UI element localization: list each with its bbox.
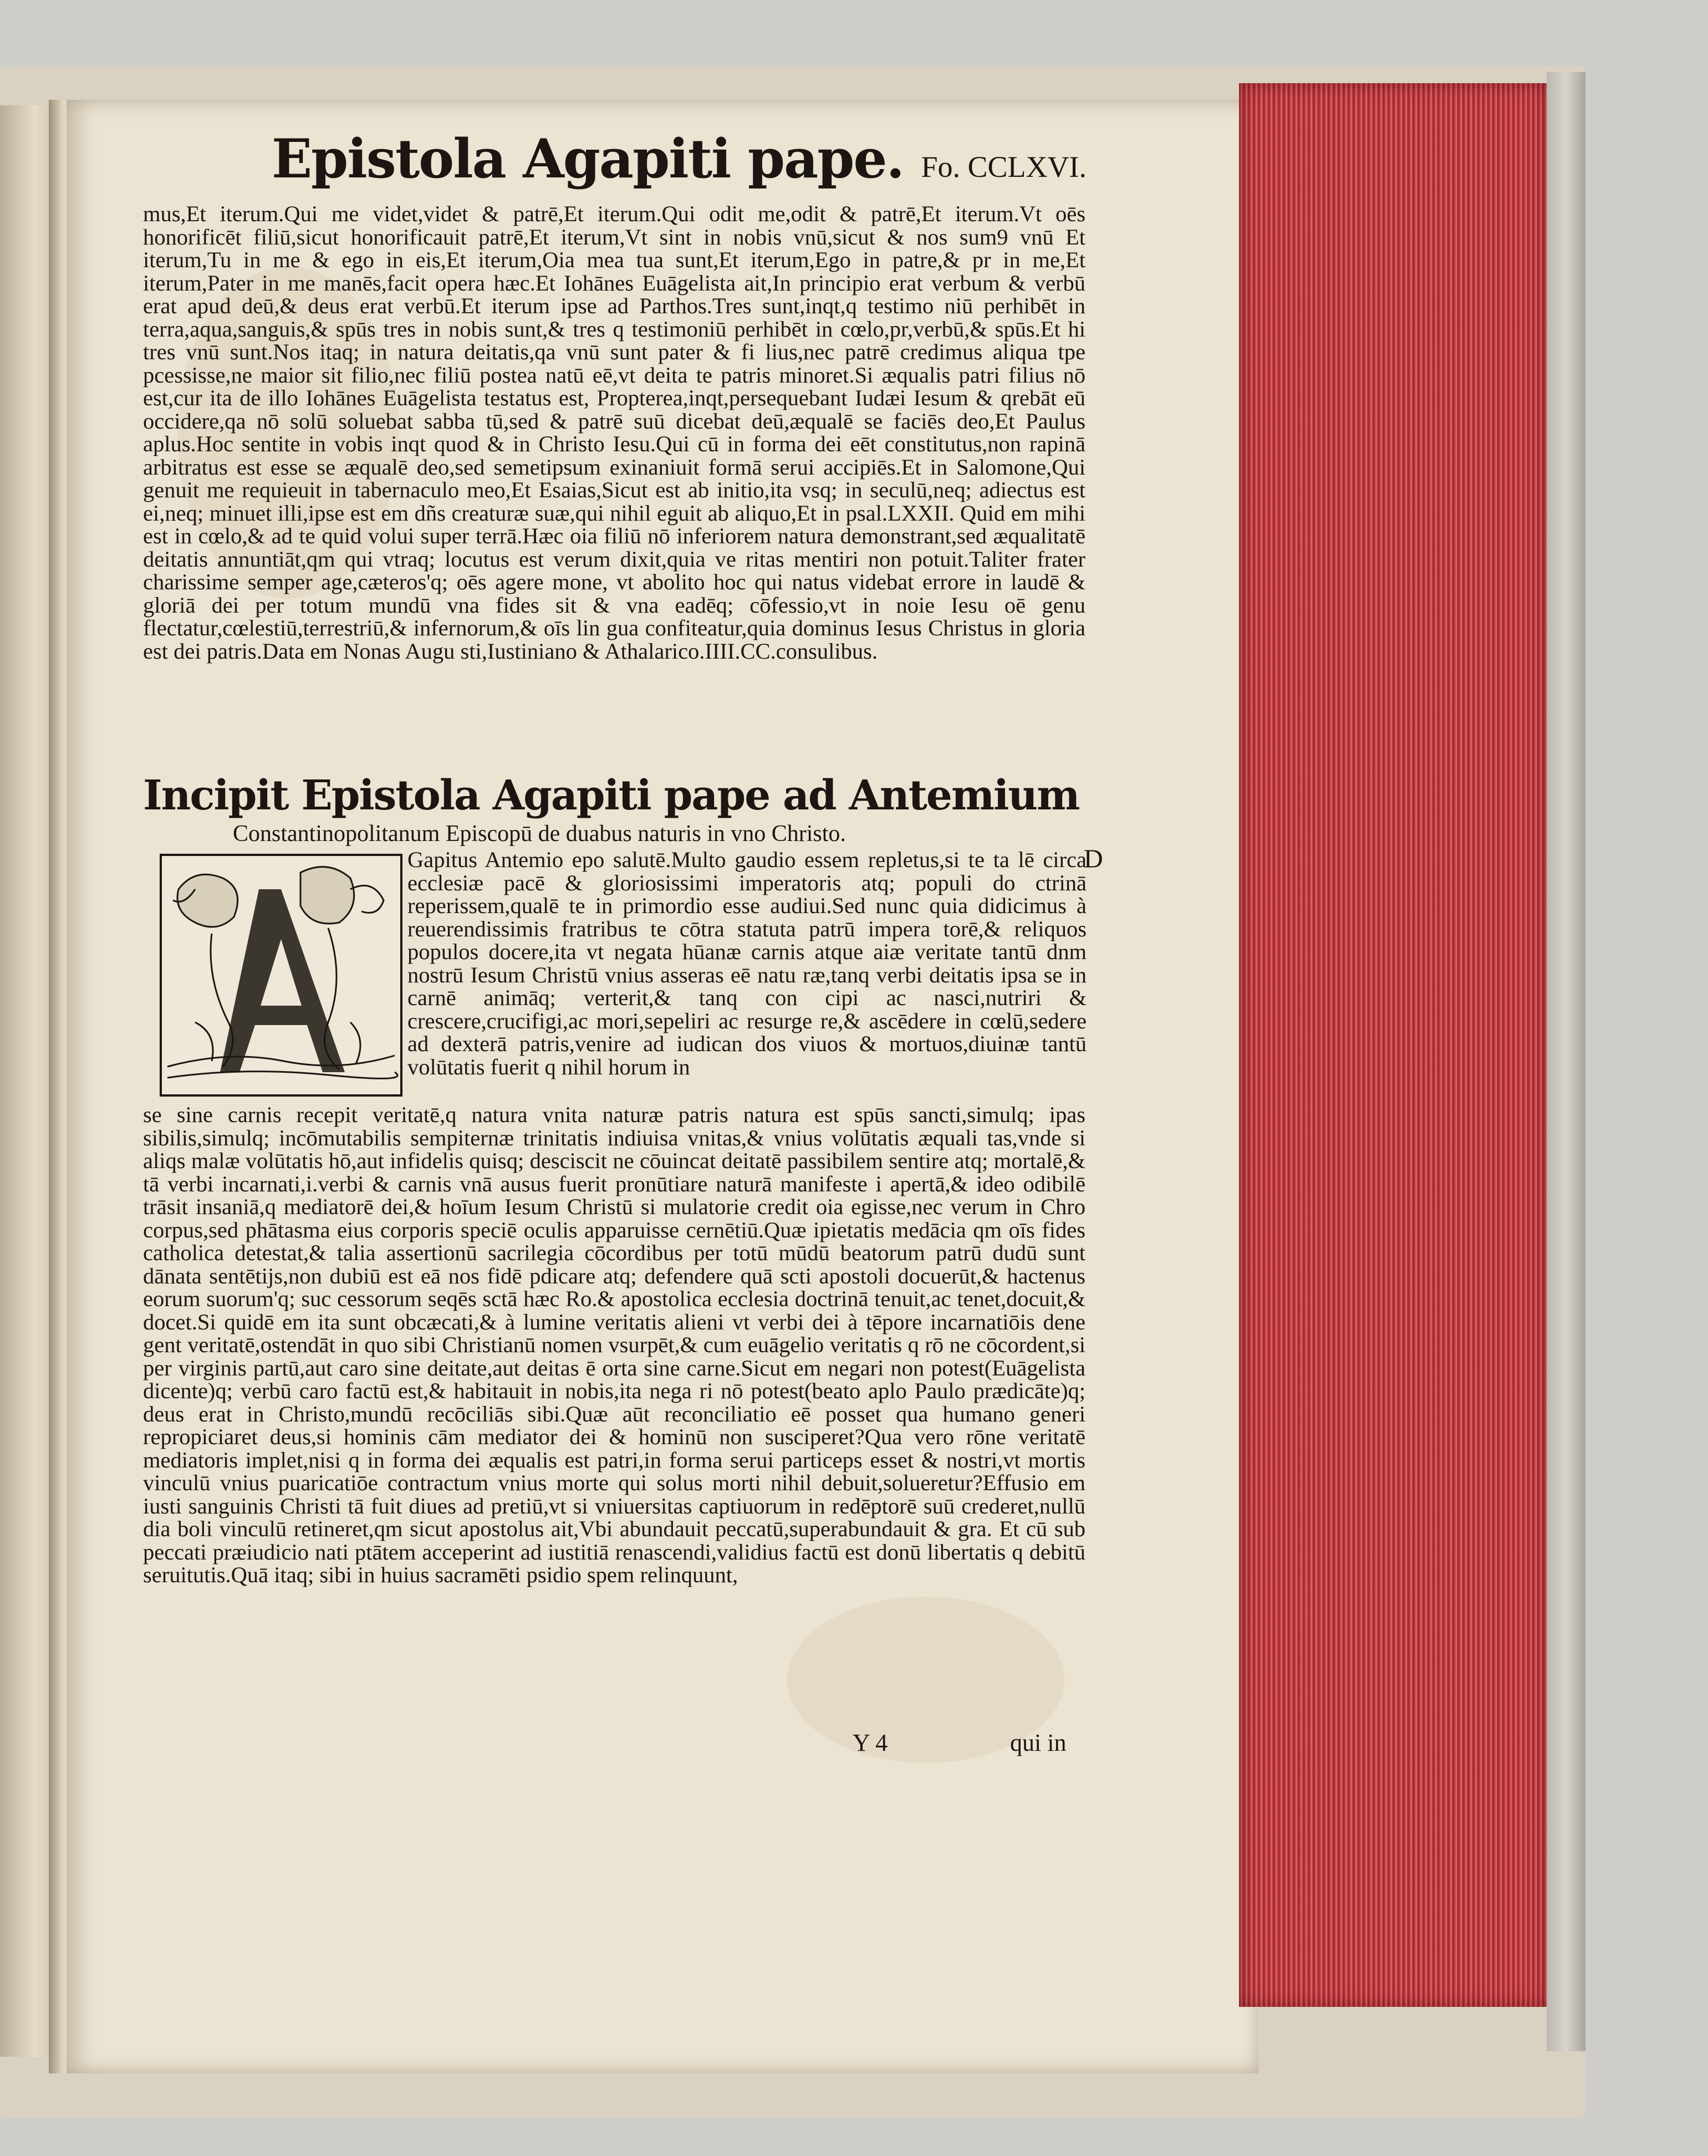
red-page-edges — [1239, 83, 1549, 2007]
catchword: qui in — [1010, 1729, 1067, 1756]
marginal-letter: D — [1084, 844, 1103, 874]
folio-number: Fo. CCLXVI. — [921, 150, 1087, 184]
woodcut-initial — [160, 854, 402, 1097]
running-title: Epistola Agapiti pape. — [272, 128, 904, 190]
paragraph: Gapitus Antemio epo salutē.Multo gaudio essem repletus,si te ta lē circa ecclesiæ pacē & gloriosissimi imperatoris atq; populi do ctrinā reperissem,qualē te in primordio esse audiui.Sed nunc quia didicimus à reuerendissimis fratribus te cōtra statuta patrū impera torē,& reliquos populos docere,ita vt negata hūanæ carnis atque aiæ veritate tantū dnm nostrū Iesum Christū vnius asseras eē natu ræ,tanq verbi deitatis ipsa se in carnē animāq; verterit,& tanq con cipi ac nasci,nutriri & crescere,crucifigi,ac mori,sepeliri ac resurge re,& ascēdere in cœlū,sedere ad dexterā patris,venire ad iudican dos viuos & mortuos,diuinæ tantū volūtatis fuerit q nihil horum in — [407, 847, 1087, 1079]
body-text-block-3 — [143, 1103, 1085, 1757]
left-page-edge — [0, 105, 51, 2057]
section-heading: Incipit Epistola Agapiti pape ad Antemium — [143, 772, 1079, 819]
paragraph: mus,Et iterum.Qui me videt,videt & patrē,Et iterum.Qui odit me,odit & patrē,Et iterum.Vt oēs honorificēt filiū,sicut honorificauit patrē,Et iterum,Vt sint in nobis vnū,sicut & nos sum9 vnū Et iterum,Tu in me & ego in eis,Et iterum,Oia mea tua sunt,Et iterum,Ego in patre,& pr in me,Et iterum,Pater in me manēs,facit opera hæc.Et Iohānes Euāgelista ait,In principio erat verbum & verbū erat apud deū,& deus erat verbū.Et iterum ipse ad Parthos.Tres sunt,inqt,q testimo niū perhibēt in terra,aqua,sanguis,& spūs tres in nobis sunt,& tres q testimoniū perhibēt in cœlo,pr,verbū,& spūs.Et hi tres vnū sunt.Nos itaq; in natura deitatis,qa vnū sunt pater & fi lius,nec patrē credimus aliqua tpe pcessisse,ne maior sit filio,nec filiū postea natū eē,vt deita te patris minoret.Si æqualis patri filius nō est,cur ita de illo Iohānes Euāgelista testatus est, Propterea,inqt,persequebant Iudæi Iesum & qrebāt eū occidere,qa nō solū soluebat sabba tū,sed & patrē suū dicebat deū,æqualē se faciēs deo,Et Paulus aplus.Hoc sentite in vobis inqt quod & in Christo Iesu.Qui cū in forma dei eēt constitutus,non rapinā arbitratus est esse se æqualē deo,sed semetipsum exinaniuit formā serui accipiēs.Et in Salomone,Qui genuit me requieuit in tabernaculo meo,Et Esaias,Sicut est ab initio,ita vsq; in seculū,neq; adiectus est ei,neq; minuet illi,ipse est em dñs creaturæ suæ,qui nihil eguit ab aliquo,Et in psal.LXXII. Quid em mihi est in cœlo,& ad te quid volui super terrā.Hæc oia filiū nō inferiorem natura demonstrant,sed æqualitatē deitatis annuntiāt,qm qui vtraq; locutus est verum dixit,quia ve ritas mentiri non potuit.Taliter frater charissime semper age,cæteros'q; oēs agere mone, vt abolito hoc qui natus videbat errore in laudē & gloriā dei per totum mundū vna fides sit & vna eadēq; cōfessio,vt in noie Iesu oē genu flectatur,cœlestiū,terrestriū,& infernorum,& oīs lin gua confiteatur,quia dominus Iesus Christus in gloria est dei patris.Data em Nonas Augu sti,Iustiniano & Athalarico.IIII.CC.consulibus. — [143, 201, 1085, 664]
paragraph: se sine carnis recepit veritatē,q natura vnita naturæ patris natura est spūs sancti,simulq; ipas sibilis,simulq; incōmutabilis sempiternæ trinitatis indiuisa vnitas,& vnius volūtatis æquali tas,vnde si aliqs malæ volūtatis hō,aut infidelis quisq; desciscit ne cōuincat deitatē passibilem sentire atq; mortalē,& tā verbi incarnati,i.verbi & carnis vnā ausus fuerit pronūtiare naturā manifeste i apertā,& ideo odibilē trāsit insaniā,q mediatorē dei,& hoīum Iesum Christū si mulatorie credit oia egisse,nec verum in Chro corpus,sed phātasma eius corporis speciē oculis apparuisse cernētiū.Quæ ipietatis medācia qm oīs fides catholica detestat,& talia assertionū sacrilegia cōcordibus per totū mūdū beatorum patrū dudū sunt dānata sentētijs,non dubiū est eā nos fidē pdicare atq; defendere quā scti apostoli docuerūt,& hactenus eorum suorum'q; suc cessorum seqēs sctā hæc Ro.& apostolica ecclesia doctrinā tenuit,ac tenet,docuit,& docet.Si quidē em ita sunt obcæcati,& à lumine veritatis alieni vt verbi dei à tēpore incarnatiōis dene gent veritatē,ostendāt in quo sibi Christianū nomen vsurpēt,& cum euāgelio veritatis q rō ne cōcordent,si per virginis partū,aut caro sine deitate,aut deitas ē orta sine carne.Sicut em negari non potest(Euāgelista dicente)q; verbū caro factū est,& habitauit in nobis,ita nega ri nō potest(beato aplo Paulo prædicāte)q; deus erat in Christo,mundū recōciliās sibi.Quæ aūt reconciliatio eē posset qua humano generi repropiciaret deus,si hominis cām mediator dei & hominū non susciperet?Qua vero rōne veritatē mediatoris implet,nisi q in forma dei æqualis est patri,in forma serui particeps esset & nostri,vt mortis vinculū vnius puaricatiōe contractum vnius morte qui solus morti nihil debuit,solueretur?Effusio em iusti sanguinis Christi tā fuit diues ad pretiū,vt si vniuersitas captiuorum in redēptorē suū crederet,nullū dia boli vinculū retineret,qm sicut apostolus ait,Vbi abundauit peccatū,superabundauit & gra. Et cū sub peccati præiudicio nati ptātem acceperint ad iustitiā renascendi,validius factū est donū libertatis q debitū seruitutis.Quā itaq; sibi in huius sacramēti psidio spem relinquunt, — [143, 1102, 1085, 1587]
section-subtitle: Constantinopolitanum Episcopū de duabus naturis in vno Christo. — [233, 821, 846, 847]
woodcut-initial-illustration — [162, 856, 400, 1094]
body-text-block-1 — [143, 202, 1085, 767]
body-text-block-2 — [407, 848, 1087, 1100]
book-cover — [1547, 72, 1585, 2051]
running-header — [272, 128, 1087, 200]
initial-letter: A — [281, 1069, 282, 1070]
signature-mark: Y 4 — [853, 1729, 888, 1756]
